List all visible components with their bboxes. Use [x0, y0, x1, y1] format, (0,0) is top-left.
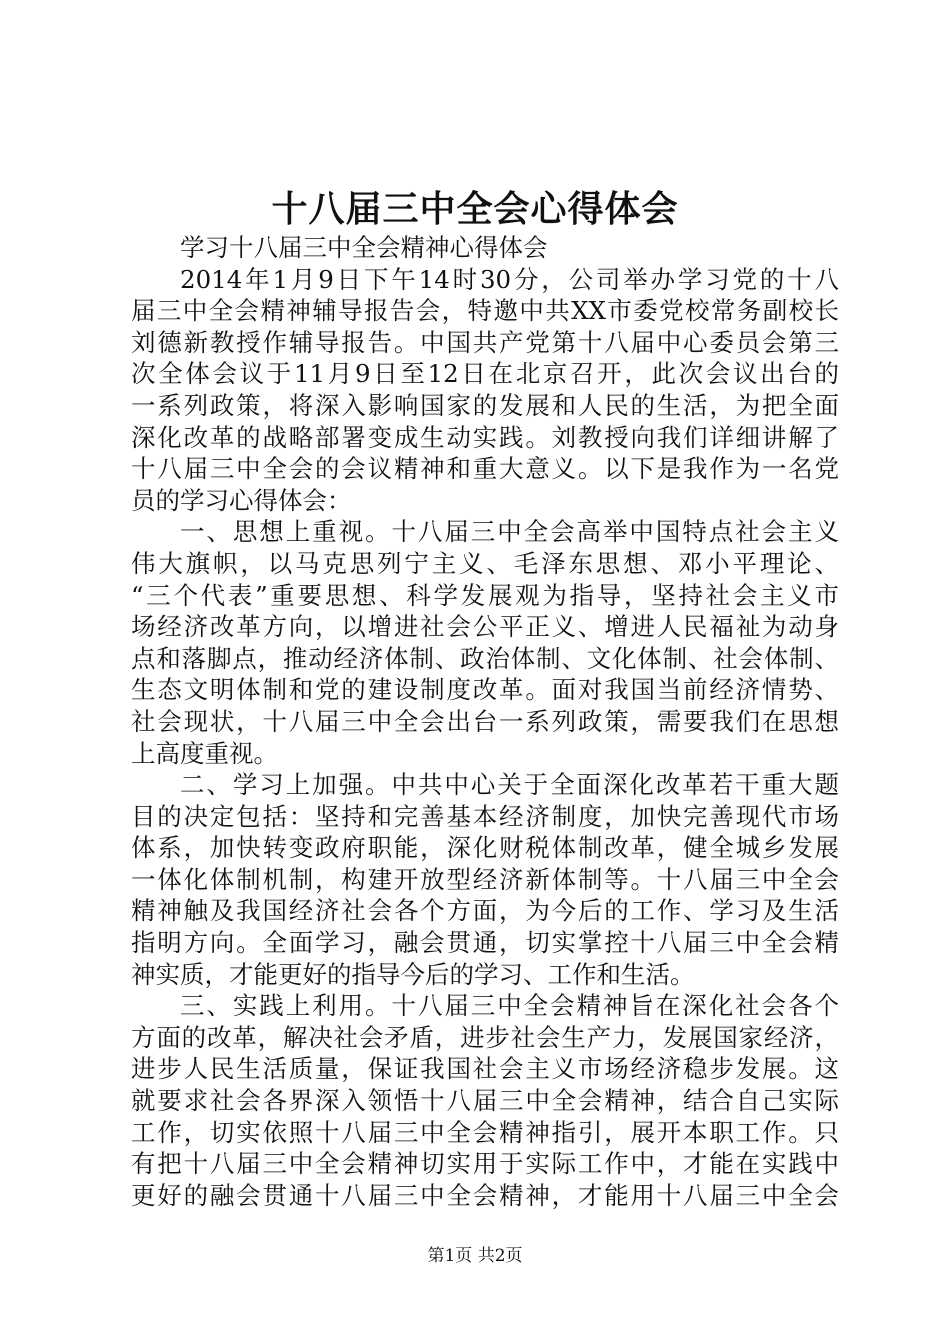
text-line: 生态文明体制和党的建设制度改革。面对我国当前经济情势、	[131, 675, 839, 705]
document-title: 十八届三中全会心得体会	[271, 188, 679, 230]
text-line: 神实质，才能更好的指导今后的学习、工作和生活。	[131, 959, 695, 989]
text-line: 体系，加快转变政府职能，深化财税体制改革，健全城乡发展	[131, 833, 839, 863]
text-line: 一系列政策，将深入影响国家的发展和人民的生活，为把全面	[131, 390, 839, 420]
text-line: 上高度重视。	[131, 738, 278, 768]
text-line: 方面的改革，解决社会矛盾，进步社会生产力，发展国家经济，	[131, 1022, 839, 1052]
text-line: 刘德新教授作辅导报告。中国共产党第十八届中心委员会第三	[131, 327, 839, 357]
text-line: 次全体会议于11月9日至12日在北京召开，此次会议出台的	[131, 359, 839, 389]
text-line: 一、思想上重视。十八届三中全会高举中国特点社会主义	[180, 517, 839, 547]
text-line: 三、实践上利用。十八届三中全会精神旨在深化社会各个	[180, 991, 839, 1021]
text-line: 员的学习心得体会：	[131, 485, 352, 515]
text-line: 深化改革的战略部署变成生动实践。刘教授向我们详细讲解了	[131, 422, 839, 452]
text-line: 社会现状，十八届三中全会出台一系列政策，需要我们在思想	[131, 706, 839, 736]
text-line: 就要求社会各界深入领悟十八届三中全会精神，结合自己实际	[131, 1086, 839, 1116]
text-line: 有把十八届三中全会精神切实用于实际工作中，才能在实践中	[131, 1149, 839, 1179]
document-body	[131, 232, 839, 1211]
text-line: 学习十八届三中全会精神心得体会	[180, 233, 548, 262]
text-line: 场经济改革方向，以增进社会公平正义、增进人民福祉为动身	[131, 612, 839, 642]
text-line: 十八届三中全会的会议精神和重大意义。以下是我作为一名党	[131, 454, 839, 484]
text-line: “三个代表”重要思想、科学发展观为指导，坚持社会主义市	[131, 580, 839, 610]
text-line: 精神触及我国经济社会各个方面，为今后的工作、学习及生活	[131, 896, 839, 926]
text-line: 进步人民生活质量，保证我国社会主义市场经济稳步发展。这	[131, 1054, 839, 1084]
text-line: 指明方向。全面学习，融会贯通，切实掌控十八届三中全会精	[131, 928, 839, 958]
text-line: 二、学习上加强。中共中心关于全面深化改革若干重大题	[180, 770, 839, 800]
text-line: 目的决定包括：坚持和完善基本经济制度，加快完善现代市场	[131, 801, 839, 831]
text-line: 一体化体制机制，构建开放型经济新体制等。十八届三中全会	[131, 864, 839, 894]
text-line: 2014年1月9日下午14时30分，公司举办学习党的十八	[180, 264, 839, 294]
text-line: 伟大旗帜，以马克思列宁主义、毛泽东思想、邓小平理论、	[131, 548, 839, 578]
text-line: 点和落脚点，推动经济体制、政治体制、文化体制、社会体制、	[131, 643, 839, 673]
text-line: 工作，切实依照十八届三中全会精神指引，展开本职工作。只	[131, 1117, 839, 1147]
page-footer: 第1页 共2页	[427, 1246, 523, 1266]
text-line: 届三中全会精神辅导报告会，特邀中共XX市委党校常务副校长	[131, 296, 839, 326]
text-line: 更好的融会贯通十八届三中全会精神，才能用十八届三中全会	[131, 1180, 839, 1210]
